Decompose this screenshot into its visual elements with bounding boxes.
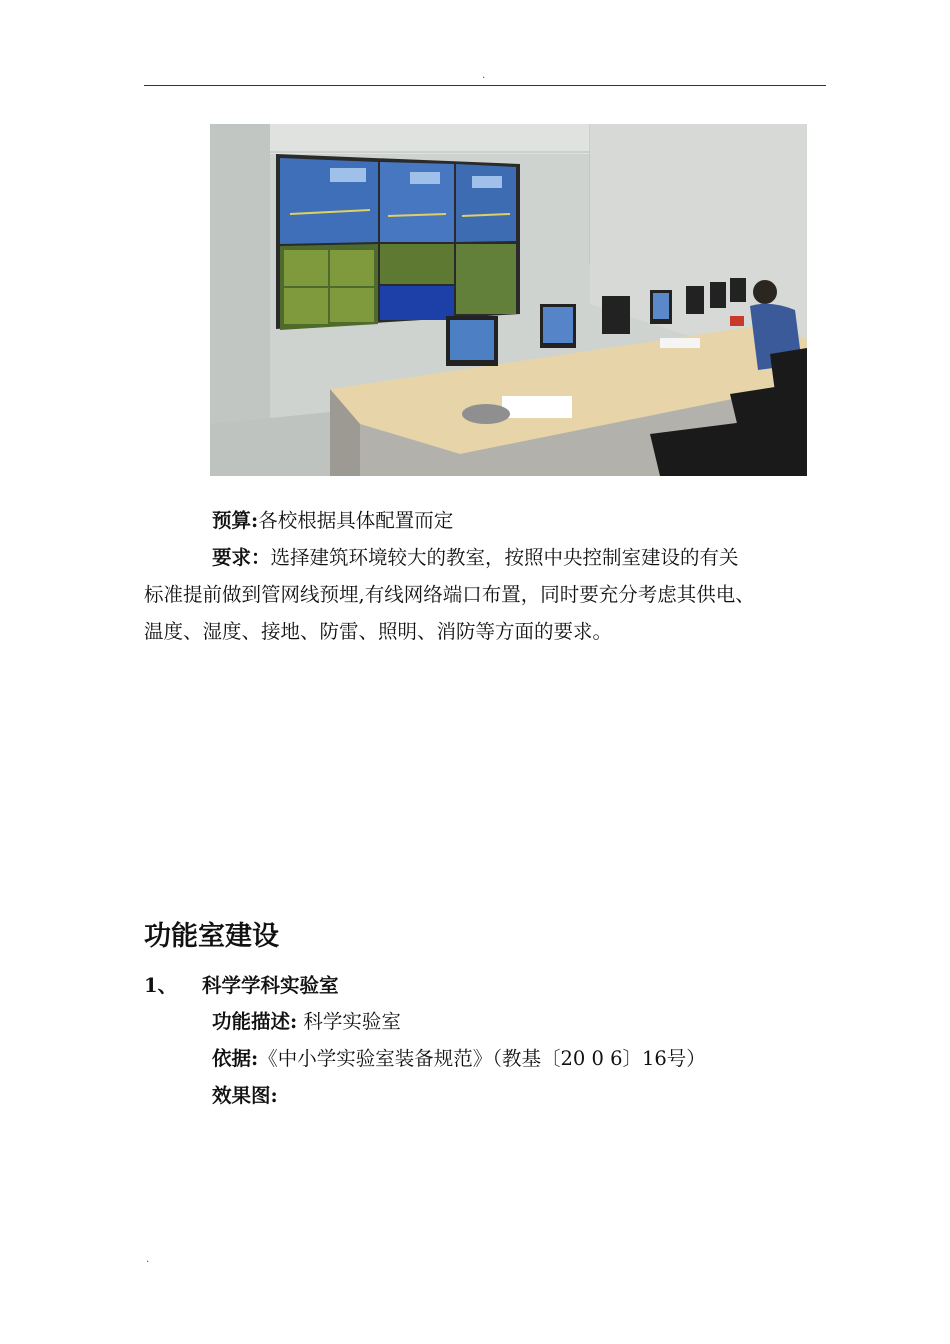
section-title: 功能室建设 — [144, 921, 279, 952]
requirement-text-1: 选择建筑环境较大的教室，按照中央控制室建设的有关 — [270, 546, 739, 569]
basis-label: 依据: — [212, 1047, 259, 1070]
basis-text: 《中小学实验室装备规范》（教基〔20 0 6〕16号） — [258, 1047, 706, 1070]
function-label: 功能描述: — [212, 1010, 298, 1033]
list-title: 科学学科实验室 — [202, 974, 339, 997]
basis-line — [212, 1040, 706, 1077]
header-rule — [144, 85, 826, 86]
effect-label: 效果图: — [212, 1084, 278, 1107]
effect-line — [212, 1077, 278, 1114]
requirement-line-1 — [212, 539, 739, 576]
header-mark: . — [482, 70, 486, 81]
function-line — [212, 1003, 401, 1040]
requirement-line-3: 温度、湿度、接地、防雷、照明、消防等方面的要求。 — [144, 620, 613, 643]
function-text: 科学实验室 — [297, 1010, 401, 1033]
control-room-photo — [210, 124, 807, 476]
budget-text: 各校根据具体配置而定 — [258, 509, 454, 532]
budget-label: 预算: — [212, 509, 259, 532]
budget-line — [212, 502, 453, 539]
requirement-label: 要求： — [212, 546, 271, 569]
list-number: 1、 — [144, 974, 178, 997]
requirement-line-2: 标准提前做到管网线预埋,有线网络端口布置，同时要充分考虑其供电、 — [144, 583, 755, 606]
footer-mark: . — [146, 1254, 150, 1265]
